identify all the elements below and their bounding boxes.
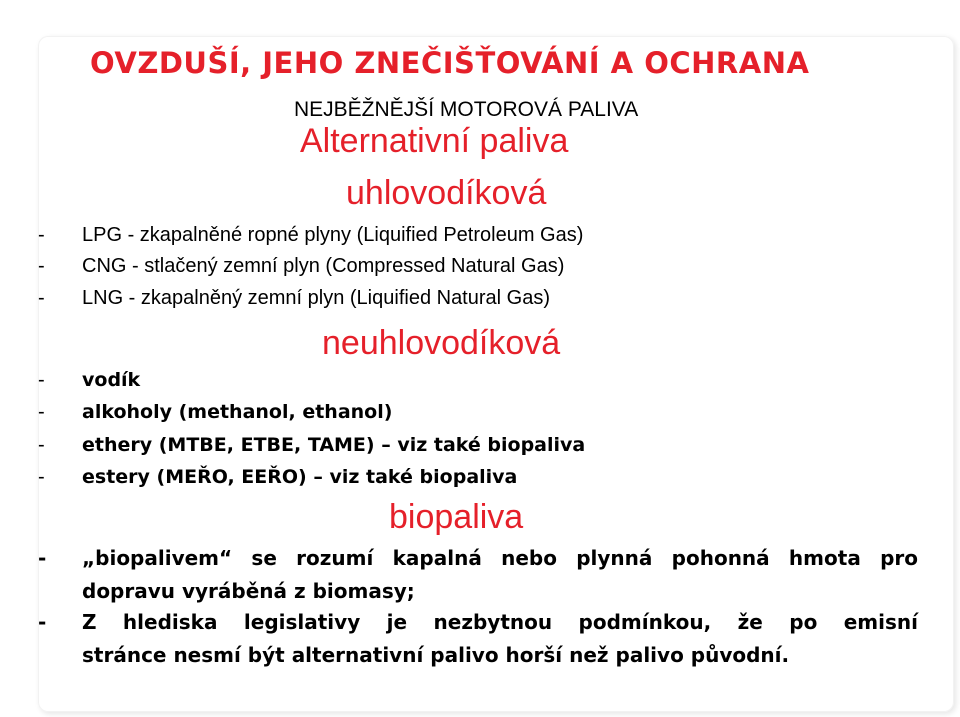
bullet-dash: - <box>38 466 45 488</box>
bullet-dash: - <box>38 287 45 309</box>
heading-biofuels: biopaliva <box>389 498 524 536</box>
page-title: OVZDUŠÍ, JEHO ZNEČIŠŤOVÁNÍ A OCHRANA <box>90 46 810 80</box>
list-item-text-line1: Z hlediska legislativy je nezbytnou podmínkou, že po emisní <box>82 610 918 634</box>
list-item-text: LPG - zkapalněné ropné plyny (Liquified Petroleum Gas) <box>82 224 584 246</box>
list-item-text: estery (MEŘO, EEŘO) – viz také biopaliva <box>82 466 518 488</box>
bullet-dash: - <box>38 610 47 634</box>
list-item-text: vodík <box>82 369 141 391</box>
heading-non-hydrocarbon: neuhlovodíková <box>322 324 561 362</box>
bullet-dash: - <box>38 546 47 570</box>
bullet-dash: - <box>38 255 45 277</box>
list-item-text: CNG - stlačený zemní plyn (Compressed Natural Gas) <box>82 255 565 277</box>
subtitle: NEJBĚŽNĚJŠÍ MOTOROVÁ PALIVA <box>294 98 639 121</box>
bullet-dash: - <box>38 401 45 423</box>
list-item-text-line2: dopravu vyráběná z biomasy; <box>82 579 415 603</box>
list-item-text: alkoholy (methanol, ethanol) <box>82 401 393 423</box>
bullet-dash: - <box>38 224 45 246</box>
list-item-text-line2: stránce nesmí být alternativní palivo horší než palivo původní. <box>82 643 790 667</box>
list-item-text: LNG - zkapalněný zemní plyn (Liquified Natural Gas) <box>82 287 550 309</box>
heading-hydrocarbon: uhlovodíková <box>346 174 547 212</box>
bullet-dash: - <box>38 369 45 391</box>
list-item-text-line1: „biopalivem“ se rozumí kapalná nebo plynná pohonná hmota pro <box>82 546 918 570</box>
heading-alternative-fuels: Alternativní paliva <box>300 122 569 160</box>
bullet-dash: - <box>38 434 45 456</box>
list-item-text: ethery (MTBE, ETBE, TAME) – viz také biopaliva <box>82 434 586 456</box>
